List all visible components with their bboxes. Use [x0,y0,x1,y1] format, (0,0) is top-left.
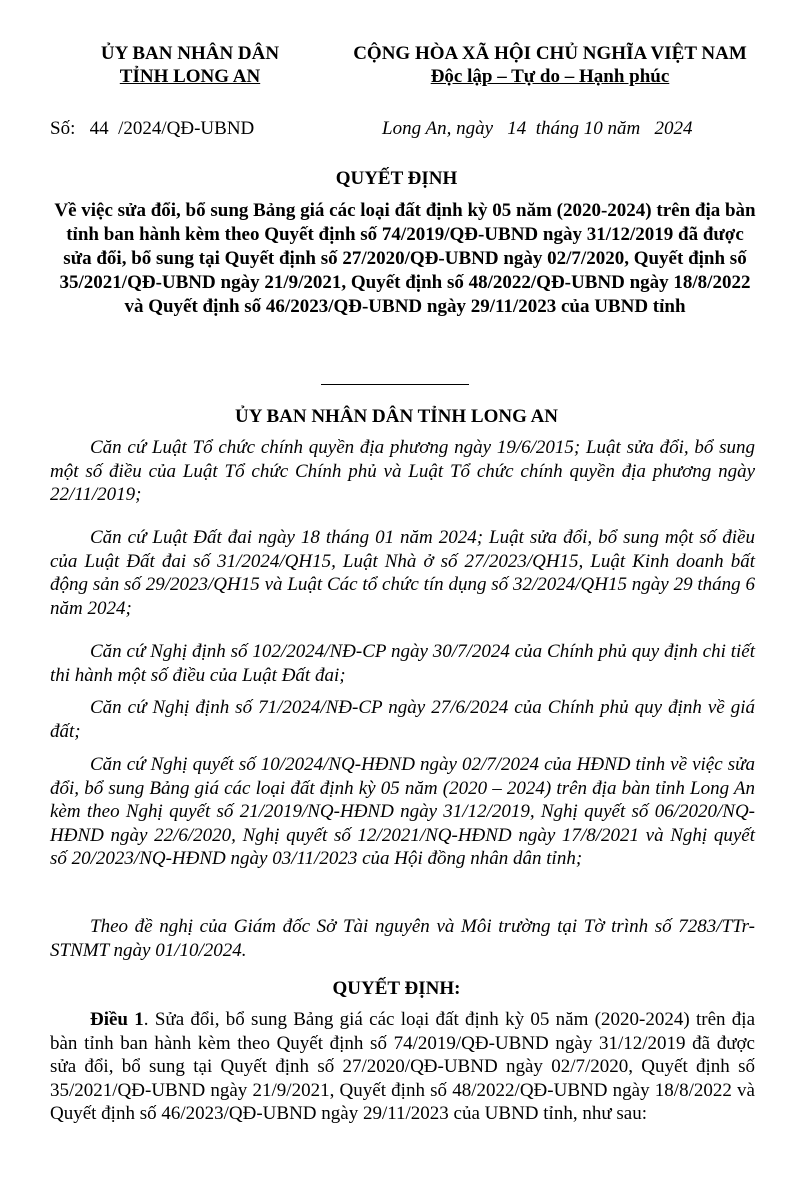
national-motto [330,42,770,88]
proposal-basis: Theo đề nghị của Giám đốc Sở Tài nguyên và Môi trường tại Tờ trình số 7283/TTr-STNMT ngày 01/10/2024. [50,916,755,961]
issuing-agency [75,42,305,88]
place-date: Long An, ngày 14 tháng 10 năm 2024 [382,118,693,139]
country-name: CỘNG HÒA XÃ HỘI CHỦ NGHĨA VIỆT NAM [353,43,747,64]
divider-line [321,384,469,385]
document-subject: Về việc sửa đổi, bổ sung Bảng giá các loại đất định kỳ 05 năm (2020-2024) trên địa bàn tỉnh ban hành kèm theo Quyết định số 74/2019/QĐ-UBND ngày 31/12/2019 đã được sửa đổi, bổ sung tại Quyết định số 27/2020/QĐ-UBND ngày 02/7/2020, Quyết định số 35/2021/QĐ-UBND ngày 21/9/2021, Quyết định số 48/2022/QĐ-UBND ngày 18/8/2022 và Quyết định số 46/2023/QĐ-UBND ngày 29/11/2023 của UBND tỉnh [54,200,756,317]
agency-province: TỈNH LONG AN [119,66,261,87]
legal-basis-3: Căn cứ Nghị định số 102/2024/NĐ-CP ngày 30/7/2024 của Chính phủ quy định chi tiết thi hành một số điều của Luật Đất đai; [50,641,755,686]
legal-basis-2: Căn cứ Luật Đất đai ngày 18 tháng 01 năm 2024; Luật sửa đổi, bổ sung một số điều của Luật Đất đai số 31/2024/QH15, Luật Nhà ở số 27/2023/QH15, Luật Kinh doanh bất động sản số 29/2023/QH15 và Luật Các tổ chức tín dụng số 32/2024/QH15 ngày 29 tháng 6 năm 2024; [50,527,755,619]
article-1-label: Điều 1 [90,1009,144,1030]
agency-name: ỦY BAN NHÂN DÂN [100,43,280,64]
legal-basis-4: Căn cứ Nghị định số 71/2024/NĐ-CP ngày 27/6/2024 của Chính phủ quy định về giá đất; [50,697,755,742]
document-number: Số: 44 /2024/QĐ-UBND [50,118,255,139]
document-title: QUYẾT ĐỊNH [335,168,458,189]
motto: Độc lập – Tự do – Hạnh phúc [430,66,670,87]
article-1-text: . Sửa đổi, bổ sung Bảng giá các loại đất định kỳ 05 năm (2020-2024) trên địa bàn tỉnh ban hành kèm theo Quyết định số 74/2019/QĐ-UBND ngày 31/12/2019 đã được sửa đổi, bổ sung tại Quyết định số 27/2020/QĐ-UBND ngày 02/7/2020, Quyết định số 35/2021/QĐ-UBND ngày 21/9/2021, Quyết định số 48/2022/QĐ-UBND ngày 18/8/2022 và Quyết định số 46/2023/QĐ-UBND ngày 29/11/2023 của UBND tỉnh, như sau: [50,1009,756,1124]
legal-basis-1: Căn cứ Luật Tổ chức chính quyền địa phương ngày 19/6/2015; Luật sửa đổi, bổ sung một số điều của Luật Tổ chức Chính phủ và Luật Tổ chức chính quyền địa phương ngày 22/11/2019; [50,437,755,505]
legal-basis-5: Căn cứ Nghị quyết số 10/2024/NQ-HĐND ngày 02/7/2024 của HĐND tỉnh về việc sửa đổi, bổ sung Bảng giá các loại đất định kỳ 05 năm (2020 – 2024) trên địa bàn tỉnh Long An kèm theo Nghị quyết số 21/2019/NQ-HĐND ngày 31/12/2019, Nghị quyết số 06/2020/NQ-HĐND ngày 22/6/2020, Nghị quyết số 12/2021/NQ-HĐND ngày 17/8/2021 và Nghị quyết số 20/2023/NQ-HĐND ngày 03/11/2023 của Hội đồng nhân dân tỉnh; [50,754,755,869]
authority-heading: ỦY BAN NHÂN DÂN TỈNH LONG AN [234,406,559,427]
decision-heading: QUYẾT ĐỊNH: [332,978,461,999]
article-1 [50,1008,755,1126]
